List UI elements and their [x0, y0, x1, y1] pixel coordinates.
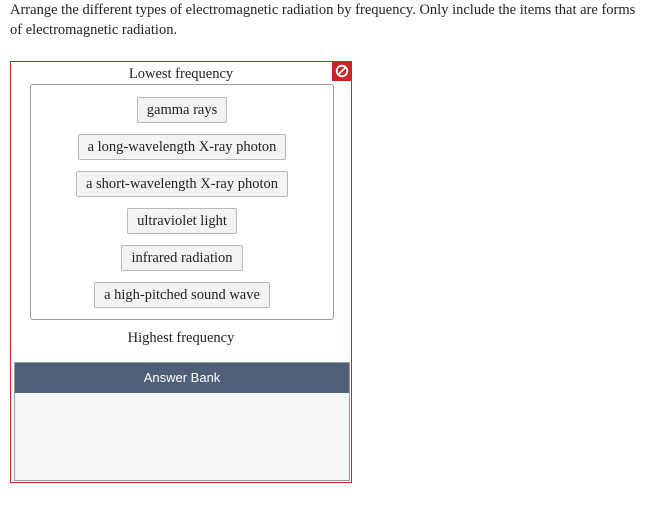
- ranked-item-list: [31, 97, 333, 319]
- ranked-item-long-wavelength-xray[interactable]: a long-wavelength X-ray photon: [78, 134, 287, 160]
- answer-bank-header: Answer Bank: [15, 363, 349, 393]
- ranked-item-infrared-radiation[interactable]: infrared radiation: [121, 245, 242, 271]
- answer-bank: [14, 362, 350, 481]
- answer-bank-drop-area[interactable]: [15, 393, 349, 480]
- question-text: Arrange the different types of electromagnetic radiation by frequency. Only include the items that are forms of electromagnetic radiation.: [10, 2, 636, 38]
- ranking-drop-zone[interactable]: [30, 84, 334, 320]
- ranked-item-high-pitched-sound-wave[interactable]: a high-pitched sound wave: [94, 282, 270, 308]
- ranking-container: [10, 61, 352, 483]
- lowest-frequency-label: Lowest frequency: [128, 66, 234, 82]
- ranked-item-short-wavelength-xray[interactable]: a short-wavelength X-ray photon: [76, 171, 288, 197]
- ranked-item-gamma-rays[interactable]: gamma rays: [137, 97, 227, 123]
- highest-frequency-label: Highest frequency: [127, 330, 235, 346]
- ranked-item-ultraviolet-light[interactable]: ultraviolet light: [127, 208, 237, 234]
